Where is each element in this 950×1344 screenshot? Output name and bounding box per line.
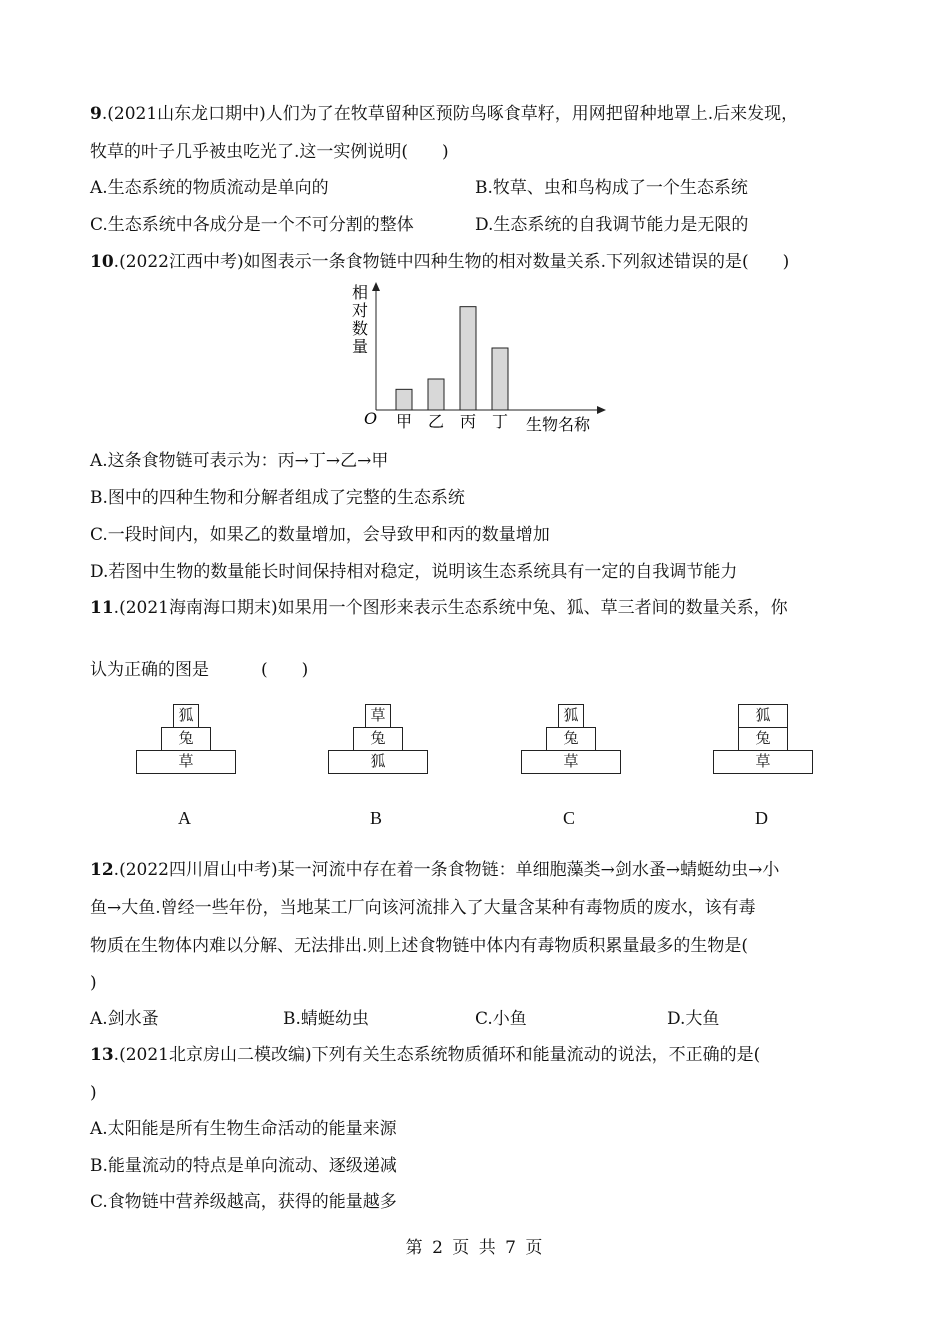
- q13-option-a: A.太阳能是所有生物生命活动的能量来源: [90, 1119, 397, 1139]
- ylabel-char: 数: [352, 319, 369, 338]
- page-footer: 第 2 页 共 7 页: [405, 1238, 545, 1258]
- bar-chart: [340, 282, 660, 442]
- pyramid-A-bottom: 草: [136, 750, 236, 774]
- q11-number: 11: [90, 598, 114, 618]
- ylabel-char: 对: [352, 301, 369, 320]
- pyramid-D-bottom: 草: [713, 750, 813, 774]
- pyramid-B-middle: 兔: [353, 727, 403, 751]
- answer-paren: ( ): [261, 660, 309, 680]
- q12-option-c: C.小鱼: [475, 1009, 527, 1029]
- q11-line2: 认为正确的图是 ( ): [90, 660, 309, 680]
- q13-option-b: B.能量流动的特点是单向流动、逐级递减: [90, 1156, 397, 1176]
- q12-number: 12: [90, 860, 114, 880]
- ylabel-char: 相: [352, 283, 369, 302]
- y-axis-arrow: [372, 282, 380, 291]
- q12-line4: ): [90, 973, 97, 993]
- q12-line3: 物质在生物体内难以分解、无法排出.则上述食物链中体内有毒物质积累量最多的生物是(: [90, 936, 749, 956]
- tick-label-甲: 甲: [395, 412, 413, 431]
- bar-甲: [396, 389, 412, 410]
- pyramid-D-top: 狐: [738, 704, 788, 728]
- q12-line1: 12.(2022四川眉山中考)某一河流中存在着一条食物链：单细胞藻类→剑水蚤→蜻蜓幼虫→小: [90, 860, 780, 880]
- pyramid-A-middle: 兔: [161, 727, 211, 751]
- q12-line2: 鱼→大鱼.曾经一些年份，当地某工厂向该河流排入了大量含某种有毒物质的废水，该有毒: [90, 898, 756, 918]
- q12-option-d: D.大鱼: [667, 1009, 720, 1029]
- tick-label-丙: 丙: [459, 412, 477, 431]
- pyramid-A-top: 狐: [173, 704, 199, 728]
- pyramid-B-label: B: [370, 808, 383, 828]
- chart-ylabel: [352, 283, 368, 356]
- q13-number: 13: [90, 1045, 114, 1065]
- tick-label-丁: 丁: [491, 412, 509, 431]
- tick-label-乙: 乙: [427, 412, 445, 431]
- pyramid-C-middle: 兔: [546, 727, 596, 751]
- q10-number: 10: [90, 252, 114, 272]
- q11-line1: 11.(2021海南海口期末)如果用一个图形来表示生态系统中兔、狐、草三者间的数量关系，你: [90, 598, 788, 618]
- pyramid-D-middle: 兔: [738, 727, 788, 751]
- q9-option-a: A.生态系统的物质流动是单向的: [90, 178, 329, 198]
- q13-option-c: C.食物链中营养级越高，获得的能量越多: [90, 1192, 397, 1212]
- chart-xlabel: 生物名称: [526, 415, 591, 434]
- q9-option-c: C.生态系统中各成分是一个不可分割的整体: [90, 215, 414, 235]
- q10-option-d: D.若图中生物的数量能长时间保持相对稳定，说明该生态系统具有一定的自我调节能力: [90, 562, 738, 582]
- ylabel-char: 量: [352, 337, 369, 356]
- q10-line1: 10.(2022江西中考)如图表示一条食物链中四种生物的相对数量关系.下列叙述错误的是( ): [90, 252, 790, 272]
- q9-option-d: D.生态系统的自我调节能力是无限的: [475, 215, 749, 235]
- q9-number: 9: [90, 104, 102, 124]
- q12-option-a: A.剑水蚤: [90, 1009, 159, 1029]
- bar-丙: [460, 307, 476, 410]
- x-axis-arrow: [597, 406, 606, 414]
- bar-丁: [492, 348, 508, 410]
- chart-origin: O: [364, 409, 378, 428]
- pyramid-A-label: A: [178, 808, 191, 828]
- q9-option-b: B.牧草、虫和鸟构成了一个生态系统: [475, 178, 748, 198]
- bar-乙: [428, 379, 444, 410]
- q13-line2: ): [90, 1083, 97, 1103]
- pyramid-D-label: D: [755, 808, 768, 828]
- q10-option-c: C.一段时间内，如果乙的数量增加，会导致甲和丙的数量增加: [90, 525, 550, 545]
- pyramid-B-bottom: 狐: [328, 750, 428, 774]
- q10-option-b: B.图中的四种生物和分解者组成了完整的生态系统: [90, 488, 465, 508]
- q13-line1: 13.(2021北京房山二模改编)下列有关生态系统物质循环和能量流动的说法，不正确的是(: [90, 1045, 761, 1065]
- pyramid-C-top: 狐: [558, 704, 584, 728]
- pyramid-B-top: 草: [365, 704, 391, 728]
- q9-line1: 9.(2021山东龙口期中)人们为了在牧草留种区预防鸟啄食草籽，用网把留种地罩上.后来发现，: [90, 104, 799, 124]
- q12-option-b: B.蜻蜓幼虫: [283, 1009, 369, 1029]
- q10-option-a: A.这条食物链可表示为：丙→丁→乙→甲: [90, 451, 389, 471]
- q9-line2: 牧草的叶子几乎被虫吃光了.这一实例说明( ): [90, 142, 449, 162]
- pyramid-C-bottom: 草: [521, 750, 621, 774]
- pyramid-C-label: C: [563, 808, 576, 828]
